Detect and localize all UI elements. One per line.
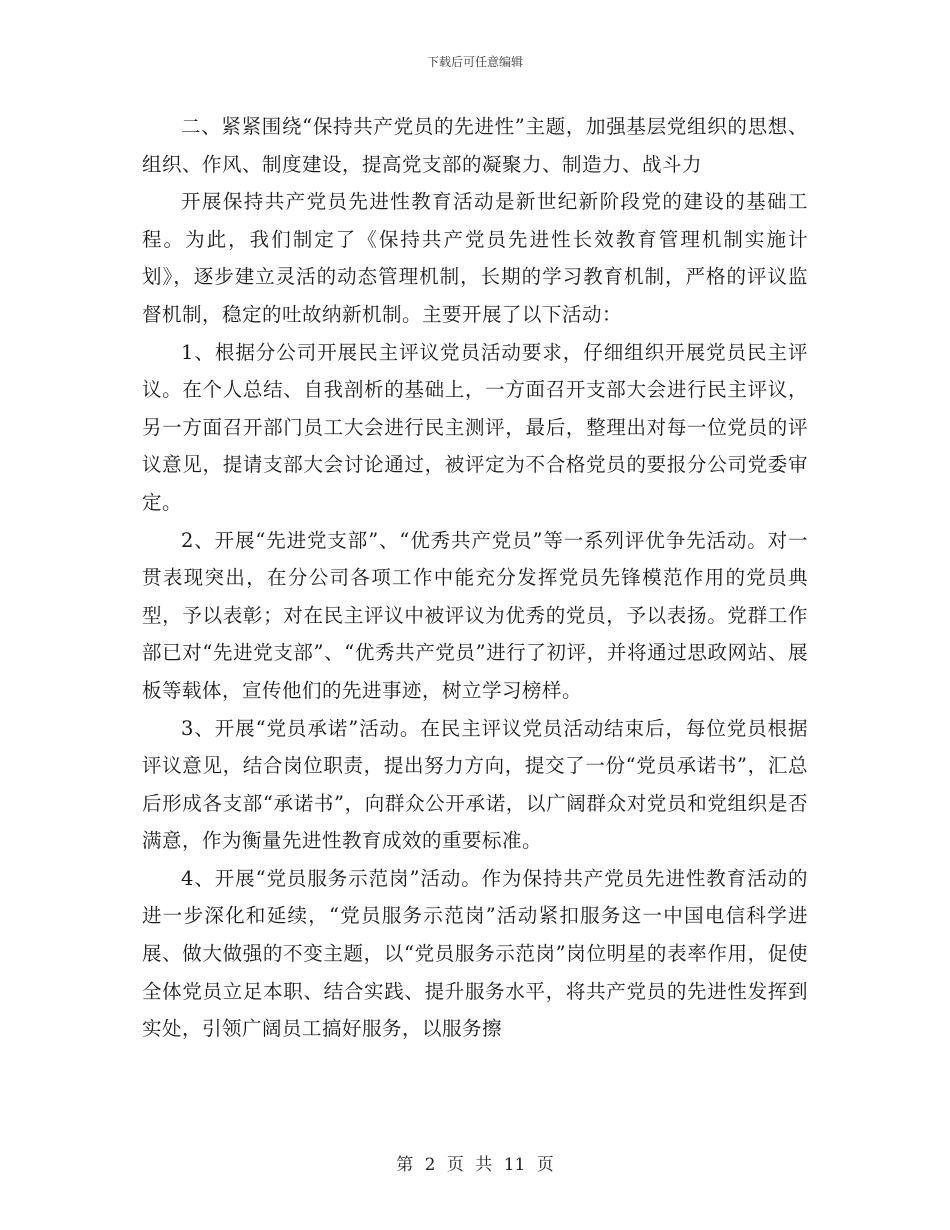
page-number-footer: 第 2 页 共 11 页	[396, 1155, 554, 1175]
paragraph-item-4: 4、开展“党员服务示范岗”活动。作为保持共产党员先进性教育活动的进一步深化和延续，“党员服务示范岗”活动紧扣服务这一中国电信科学进展、做大做强的不变主题，以“党员服务示范岗”岗位明星的表率作用，促使全体党员立足本职、结合实践、提升服务水平，将共产党员的先进性发挥到实处，引领广阔员工搞好服务，以服务擦	[142, 866, 808, 1041]
paragraph-intro: 开展保持共产党员先进性教育活动是新世纪新阶段党的建设的基础工程。为此，我们制定了《保持共产党员先进性长效教育管理机制实施计划》，逐步建立灵活的动态管理机制，长期的学习教育机制，严格的评议监督机制，稳定的吐故纳新机制。主要开展了以下活动：	[142, 190, 808, 326]
paragraph-item-2: 2、开展“先进党支部”、“优秀共产党员”等一系列评优争先活动。对一贯表现突出，在分公司各项工作中能充分发挥党员先锋模范作用的党员典型，予以表彰；对在民主评议中被评议为优秀的党员，予以表扬。党群工作部已对“先进党支部”、“优秀共产党员”进行了初评，并将通过思政网站、展板等载体，宣传他们的先进事迹，树立学习榜样。	[142, 528, 808, 702]
header-note: 下载后可任意编辑	[426, 55, 523, 69]
paragraph-item-1: 1、根据分公司开展民主评议党员活动要求，仔细组织开展党员民主评议。在个人总结、自我剖析的基础上，一方面召开支部大会进行民主评议，另一方面召开部门员工大会进行民主测评，最后，整理出对每一位党员的评议意见，提请支部大会讨论通过，被评定为不合格党员的要报分公司党委审定。	[142, 340, 808, 514]
document-body	[142, 108, 808, 1048]
paragraph-item-3: 3、开展“党员承诺”活动。在民主评议党员活动结束后，每位党员根据评议意见，结合岗位职责，提出努力方向，提交了一份“党员承诺书”，汇总后形成各支部“承诺书”，向群众公开承诺，以广阔群众对党员和党组织是否满意，作为衡量先进性教育成效的重要标准。	[142, 716, 808, 853]
paragraph-section-heading: 二、紧紧围绕“保持共产党员的先进性”主题，加强基层党组织的思想、组织、作风、制度建设，提高党支部的凝聚力、制造力、战斗力	[142, 115, 808, 176]
